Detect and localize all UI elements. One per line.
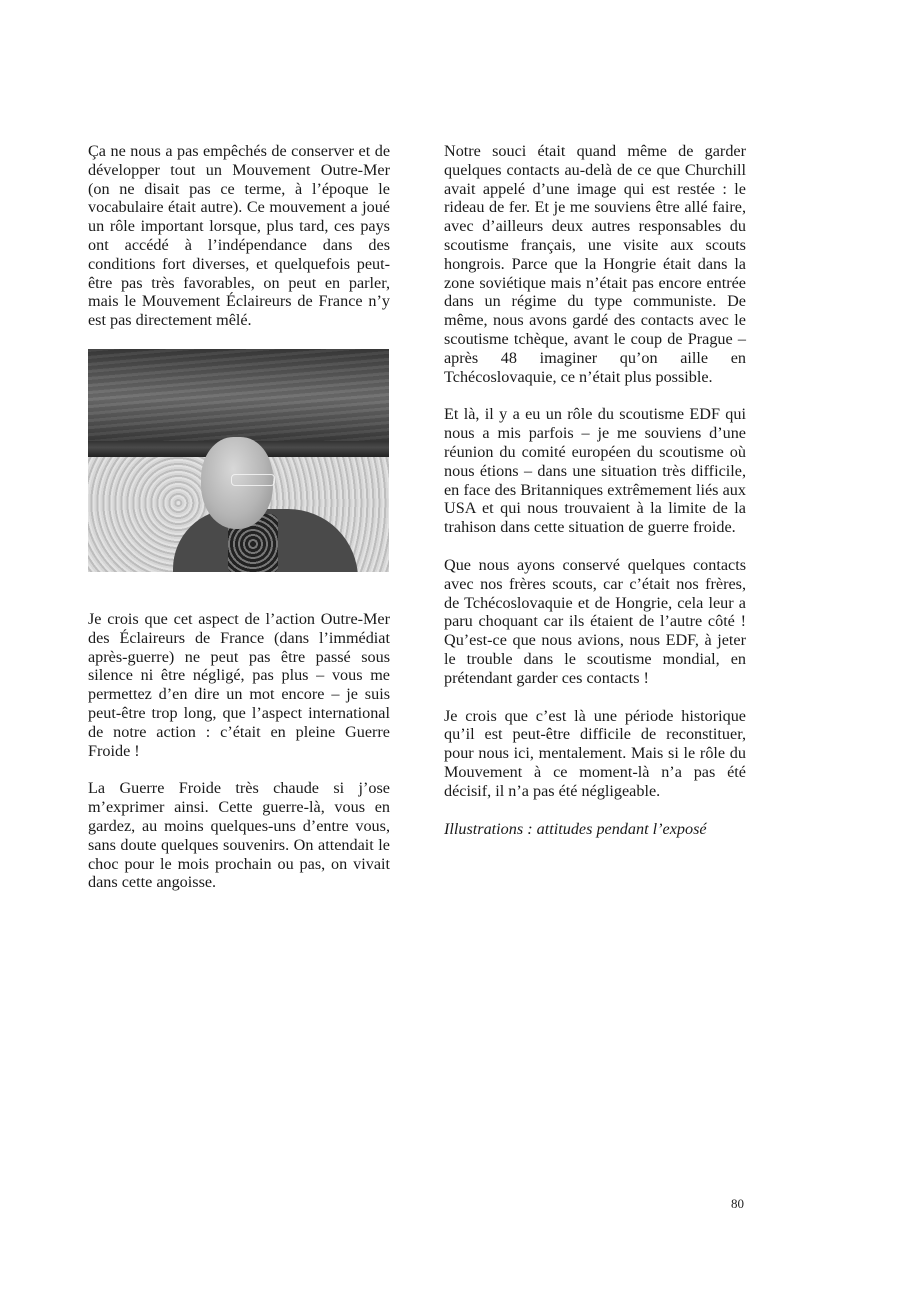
paragraph: Ça ne nous a pas empêchés de conserver et de développer tout un Mouvement Outre-Mer (on ne disait pas ce terme, à l’époque le vocabulaire était autre). Ce mouvement a joué un rôle important lorsque, plus tard, ces pays ont accédé à l’indépendance dans des conditions fort diverses, et quelquefois peut-être pas très favorables, on peut en parler, mais le Mouvement Éclaireurs de France n’y est pas directement mêlé. (88, 142, 390, 330)
right-column (444, 142, 746, 857)
left-column (88, 142, 390, 911)
paragraph: Notre souci était quand même de garder quelques contacts au-delà de ce que Churchill avait appelé d’une image qui est restée : le rideau de fer. Et je me souviens être allé faire, avec d’ailleurs deux autres responsables du scoutisme français, une visite aux scouts hongrois. Parce que la Hongrie était dans la zone soviétique mais n’était pas encore entrée dans un régime du type communiste. De même, nous avons gardé des contacts avec le scoutisme tchèque, avant le coup de Prague – après 48 imaginer qu’on aille en Tchécoslovaquie, ce n’était plus possible. (444, 142, 746, 386)
speaker-photo (88, 349, 389, 572)
paragraph: Et là, il y a eu un rôle du scoutisme EDF qui nous a mis parfois – je me souviens d’une réunion du comité européen du scoutisme où nous étions – dans une situation très difficile, en face des Britanniques extrêmement liés aux USA et qui nous trouvaient à la limite de la trahison dans cette situation de guerre froide. (444, 405, 746, 537)
glasses (231, 474, 275, 486)
paragraph: Que nous ayons conservé quelques contacts avec nos frères scouts, car c’était nos frères, de Tchécoslovaquie et de Hongrie, cela leur a paru choquant car ils étaient de l’autre côté ! Qu’est-ce que nous avions, nous EDF, à jeter le trouble dans le scoutisme mondial, en prétendant garder ces contacts ! (444, 555, 746, 687)
paragraph: Je crois que cet aspect de l’action Outre-Mer des Éclaireurs de France (dans l’immédiat après-guerre) ne peut pas être passé sous silence ni être négligé, pas plus – vous me permettez d’en dire un mot encore – je suis peut-être trop long, que l’aspect international de notre action : c’était en pleine Guerre Froide ! (88, 609, 390, 760)
paragraph: La Guerre Froide très chaude si j’ose m’exprimer ainsi. Cette guerre-là, vous en gardez, au moins quelques-uns d’entre vous, sans doute quelques souvenirs. On attendait le choc pour le mois prochain ou pas, on vivait dans cette angoisse. (88, 779, 390, 892)
illustration-caption: Illustrations : attitudes pendant l’exposé (444, 819, 707, 838)
paragraph: Je crois que c’est là une période historique qu’il est peut-être difficile de reconstituer, pour nous ici, mentalement. Mais si le rôle du Mouvement à ce moment-là n’a pas été décisif, il n’a pas été négligeable. (444, 706, 746, 800)
page-number: 80 (731, 1196, 744, 1211)
